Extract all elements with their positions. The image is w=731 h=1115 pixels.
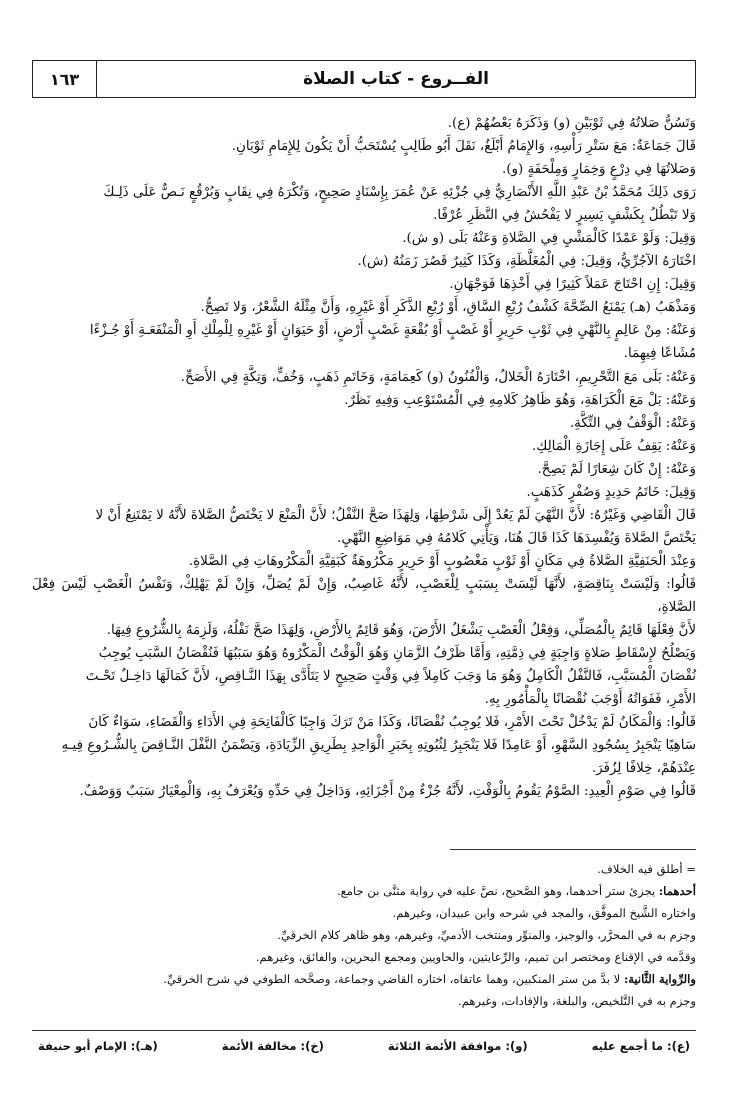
text-line: يَخْتَصَّ الصَّلاةَ وَيُفْسِدَهَا كَذَا قَالَ هُنَا، وَيَأْتِي كَلامُهُ فِي مَوَاضِعِ النَّهْيِ. [337, 530, 696, 546]
main-text [32, 112, 696, 803]
legend-abu-hanifa: (هـ): الإمام أبو حنيفة [38, 1038, 158, 1053]
text-line: عِنْدَهُمْ، خِلافًا لِزُفَرَ. [591, 761, 696, 777]
text-line: سَاهِيًا يَنْجَبِرُ بِسُجُودِ السَّهْوِ، أَوْ عَامِدًا فَلا يَنْجَبِرُ لِثُبُوتِهِ بِخَبَرِ الْوَاحِدِ بِطَرِيقِ الزِّيَادَةِ، وَيَضْمَنُ النَّفْلَ النَّـاقِصَ بِالشُّـرُوعِ فِيـهِ [61, 738, 696, 754]
footnote-divider [450, 849, 696, 850]
text-line: وَتَسُنُّ صَلاتُهُ فِي ثَوْبَيْنِ (و) وَذَكَرَهُ بَعْضُهُمْ (ع). [447, 116, 696, 131]
footnote-label: والرِّواية الثَّانية: [623, 972, 696, 986]
text-line: قَالَ جَمَاعَةٌ: مَعَ سَتْرِ رَأْسِهِ، وَالإِمَامُ أَبْلَغُ، نَقَلَ أَبُو طَالِبٍ يُسْتَحَبُّ أَنْ يَكُونَ لِلإِمَامِ ثَوْبَانِ. [231, 139, 696, 155]
text-line: قَالُوا فِي صَوْمِ الْعِيدِ: الصَّوْمُ يَقُومُ بِالْوَقْتِ، لأَنَّهُ جُزْءٌ مِنْ أَجْزَائِهِ، وَدَاخِلٌ فِي حَدِّهِ وَيُعْرَفُ بِهِ، وَالْمِعْيَارُ سَبَبٌ وَوَصْفٌ. [79, 784, 696, 800]
legend-opposing: (خ): مخالفة الأئمة [221, 1038, 324, 1053]
text-line: قَالُوا: وَلَيْسَتْ بِنَاقِصَةٍ، لأَنَّهَا لَيْسَتْ بِسَبَبٍ لِلْغَصْبِ، لأَنَّهُ غَاصِبٌ، وَإِنْ لَمْ يُصَلِّ، وَإِنْ لَمْ يَهْلِكْ، وَنَفْسُ الْغَصْبِ لَيْسَ فِعْلَ الصَّلاةِ، [32, 576, 696, 615]
page-header [32, 60, 696, 98]
text-line: وَقِيلَ: إِنِ احْتَاجَ عَمَلاً كَثِيرًا فِي أَخْذِهَا فَوَجْهَانِ. [449, 277, 696, 293]
text-line: اخْتَارَهُ الآجُرِّيُّ، وَقِيلَ: فِي الْمُغَلَّظَةِ، وَكَذَا كَثِيرٌ قَصُرَ زَمَنُهُ (ش). [357, 254, 696, 270]
text-line: وَمَذْهَبُ (هـ) يَمْنَعُ الصِّحَّةَ كَشْفُ رُبْعِ السَّاقِ، أَوْ رُبْعِ الذَّكَرِ أَوْ غَيْرِهِ، وَأَنَّ مِثْلَهُ الشَّعْرُ، وَلا تَصِحُّ. [200, 300, 696, 316]
text-line: وَعَنْهُ: بَلَى مَعَ التَّحْرِيمِ، اخْتَارَهُ الْخَلالُ، وَالْفُنُونُ (و) كَعِمَامَةٍ، وَخَاتَمِ ذَهَبٍ، وَخُفٍّ، وَتِكَّةٍ فِي الأَصَحِّ. [180, 369, 696, 385]
text-line: رَوَى ذَلِكَ مُحَمَّدُ بْنُ عَبْدِ اللَّهِ الأَنْصَارِيُّ فِي جُزْئِهِ عَنْ عُمَرَ بِإِسْنَادٍ صَحِيحٍ، وَتُكْرَهُ فِي نِقَابٍ وَبُرْقُعٍ نَـصٌّ عَلَى ذَلِـكَ [103, 185, 696, 201]
footnotes [38, 858, 696, 1012]
footnote-line [38, 968, 696, 990]
text-line: وَلا تَبْطُلُ بِكَشْفٍ يَسِيرٍ لا يَفْحُشُ فِي النَّظَرِ عُرْفًا. [433, 208, 696, 224]
symbol-legend [32, 1030, 696, 1060]
footnote-label: أحدهما: [658, 884, 696, 898]
text-line: نُقْصَانَ الْمُسَبَّبِ، فَالنَّفْلُ الْكَامِلُ وَهُوَ مَا وَجَبَ كَامِلاً فِي وَقْتٍ صَحِيحٍ لا يَتَأَدَّى بِهَذَا النَّـاقِصِ، لأَنَّ كَمَالَهَا دَاخِـلٌ تَحْـتَ [85, 669, 696, 685]
footnote-line: وجزم به في المحرَّر، والوجيز، والمنوِّر ومنتخب الأدميِّ، وغيرهم، وهو ظاهر كلام الخرقيِّ. [277, 928, 696, 942]
text-line: وَعَنْهُ: إِنْ كَانَ شِعَارًا لَمْ يَصِحَّ. [537, 461, 696, 477]
text-line: وَعَنْهُ: الْوَقْفُ فِي التِّكَّةِ. [569, 415, 696, 431]
footnote-line: وقدَّمه في الإقناع ومختصر ابن تميم، والرِّعايتين، والحاويين ومجمع البحرين، والفائق، وغيرهم. [255, 950, 696, 964]
text-line: وَعِنْدَ الْحَنَفِيَّةِ الصَّلاةُ فِي مَكَانٍ أَوْ ثَوْبٍ مَغْصُوبٍ أَوْ حَرِيرٍ مَكْرُوهَةٌ كَبَقِيَّةِ الْمَكْرُوهَاتِ فِي الصَّلاةِ. [188, 553, 696, 569]
footnote-line: = أطلق فيه الخلاف. [597, 862, 696, 876]
footnote-text: يجزئ ستر أحدهما، وهو الصَّحيح، نصَّ عليه في رواية مثنَّى بن جامع. [336, 884, 659, 898]
page-number: ١٦٣ [33, 61, 97, 97]
text-line: قَالُوا: وَالْمَكَانُ لَمْ يَدْخُلْ تَحْتَ الأَمْرِ، فَلا يُوجِبُ نُقْصَانًا، وَكَذَا مَنْ تَرَكَ وَاجِبًا كَالْفَاتِحَةِ فِي الأَدَاءِ وَالْقَضَاءِ، سَوَاءٌ كَانَ [88, 715, 696, 731]
text-line: لأَنَّ فِعْلَهَا قَائِمٌ بِالْمُصَلِّي، وَفِعْلُ الْغَصْبِ يَشْغَلُ الأَرْضَ، وَهُوَ قَائِمٌ بِالأَرْضِ، وَلِهَذَا صَحَّ نَفْلُهُ، وَلَزِمَهُ بِالشُّرُوعِ فِيهَا. [106, 623, 696, 639]
legend-agreed: (ع): ما أجمع عليه [591, 1038, 690, 1053]
legend-three-imams: (و): موافقة الأئمة الثلاثة [387, 1038, 528, 1053]
text-line: وَقِيلَ: خَاتَمُ حَدِيدٍ وَصُفْرٍ كَذَهَبٍ. [526, 484, 696, 500]
footnote-text: لا بدَّ من ستر المنكبين، وهما عاتقاه، اختاره القاضي وجماعة، وصحَّحه الطوفي في شرح الخرقيِّ. [163, 972, 624, 986]
footnote-line [38, 880, 696, 902]
text-line: وَصَلاتُهَا فِي دِرْعٍ وَخِمَارٍ وَمِلْحَفَةٍ (و). [502, 162, 696, 178]
text-line: وَعَنْهُ: بَلْ مَعَ الْكَرَاهَةِ، وَهُوَ ظَاهِرُ كَلامِهِ فِي الْمُسْتَوْعِبِ وَفِيهِ نَظَرٌ. [344, 392, 696, 408]
text-line: وَعَنْهُ: مِنْ عَالِمٍ بِالنَّهْيِ فِي ثَوْبِ حَرِيرٍ أَوْ غَصْبٍ أَوْ بُقْعَةٍ غَصْبٍ أَرْضٍ، أَوْ حَيَوَانٍ أَوْ غَيْرِهِ لِلْمِلْكِ أَوِ الْمَنْفَعَـةِ أَوْ جُـزْءًا [89, 323, 696, 339]
text-line: قَالَ الْقَاضِي وَغَيْرُهُ: لأَنَّ النَّهْيَ لَمْ يَعُدْ إِلَى شَرْطِهَا، وَلِهَذَا صَحَّ النَّفْلُ؛ لأَنَّ الْمَنْعَ لا يَخْتَصُّ الصَّلاةَ لأَنَّهُ لا يَمْتَنِعُ أَنْ لا [95, 507, 696, 523]
text-line: مُشَاعًا فِيهِمَا. [623, 346, 696, 362]
text-line: وَقِيلَ: وَلَوْ عَمْدًا كَالْمَشْيِ فِي الصَّلاةِ وَعَنْهُ بَلَى (و ش). [402, 231, 696, 247]
footnote-line: واختاره الشَّيخ الموفَّق، والمجد في شرحه وابن عبيدان، وغيرهم. [392, 906, 696, 920]
running-title: الفــروع - كتاب الصلاة [303, 69, 489, 89]
text-line: الأَمْرِ، فَفَوَاتُهُ أَوْجَبَ نُقْصَانًا بِالْمَأْمُورِ بِهِ. [484, 692, 696, 708]
text-line: وَعَنْهُ: يَقِفُ عَلَى إِجَازَةِ الْمَالِكِ. [532, 438, 696, 454]
footnote-line: وجزم به في التَّلخيص، والبلغة، والإفادات، وغيرهم. [458, 994, 696, 1008]
text-line: وَيَصْلُحُ لإِسْقَاطِ صَلاةٍ وَاجِبَةٍ فِي ذِمَّتِهِ، وَأَمَّا ظَرْفُ الزَّمَانِ وَهُوَ الْوَقْتُ الْمَكْرُوهُ وَهُوَ سَبَبُهَا فَنُقْصَانُ السَّبَبِ يُوجِبُ [98, 646, 696, 662]
